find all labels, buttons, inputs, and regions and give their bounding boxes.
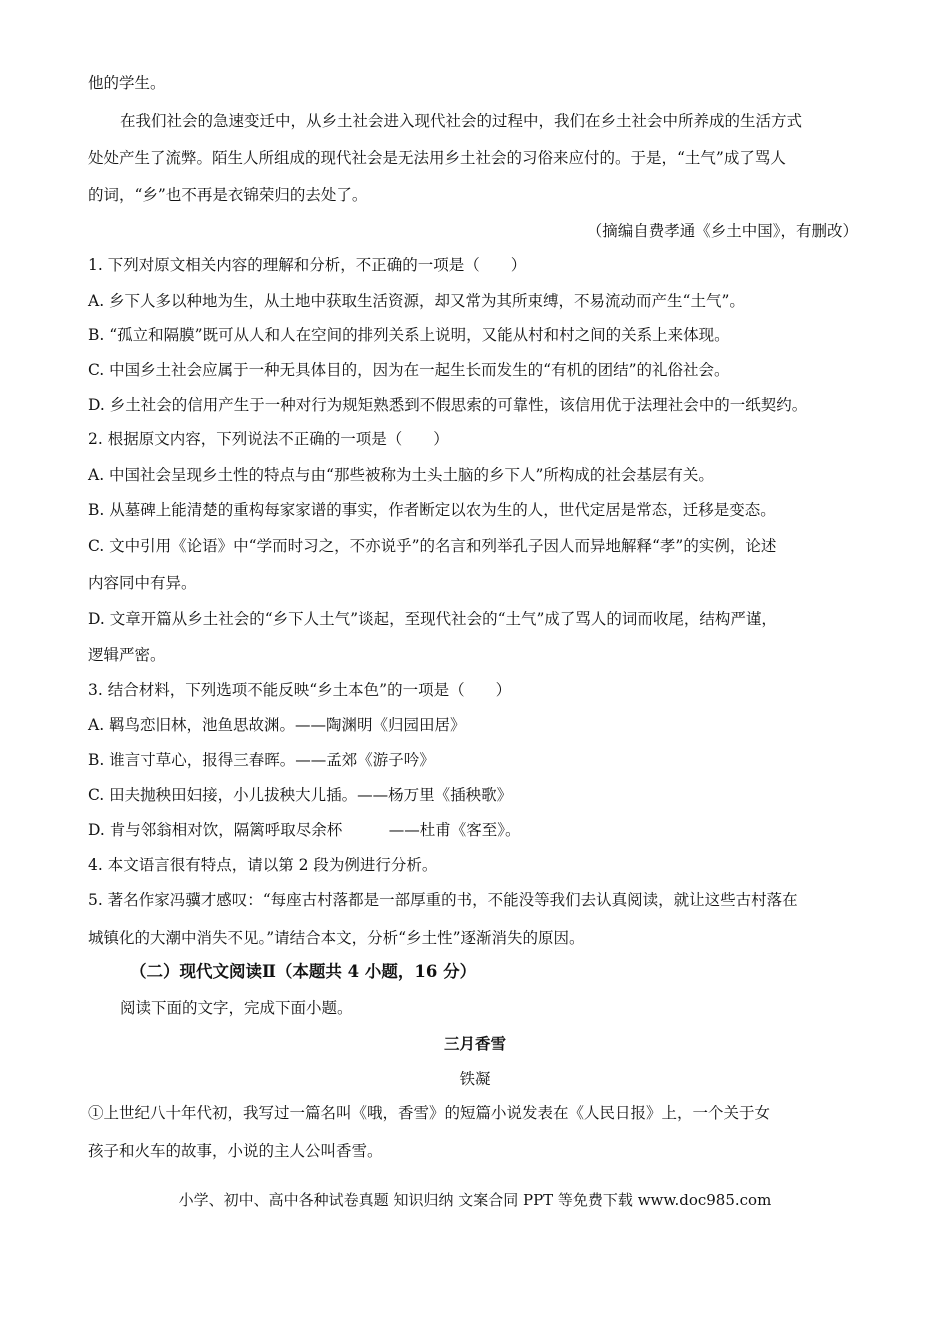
question-2-option-b: B. 从墓碑上能清楚的重构每家家谱的事实，作者断定以农为生的人，世代定居是常态，迁移是变态。 [88,501,776,519]
question-3-option-a: A. 羁鸟恋旧林，池鱼思故渊。——陶渊明《归园田居》 [88,716,466,734]
question-1-option-c: C. 中国乡土社会应属于一种无具体目的，因为在一起生长而发生的“有机的团结”的礼俗社会。 [88,361,730,379]
article-author: 铁凝 [459,1070,491,1088]
question-1-option-a: A. 乡下人多以种地为生，从土地中获取生活资源，却又常为其所束缚，不易流动而产生“土气”。 [88,292,745,310]
question-4-stem: 4. 本文语言很有特点，请以第 2 段为例进行分析。 [88,856,438,874]
question-2-option-c: C. 文中引用《论语》中“学而时习之，不亦说乎”的名言和列举孔子因人而异地解释“孝”的实例，论述 [88,537,777,555]
question-5-stem: 5. 著名作家冯骥才感叹：“每座古村落都是一部厚重的书，不能没等我们去认真阅读，就让这些古村落在 [88,891,798,909]
question-2-option-d-cont: 逻辑严密。 [88,646,166,664]
question-5-stem-cont: 城镇化的大潮中消失不见。”请结合本文，分析“乡土性”逐渐消失的原因。 [88,929,585,947]
question-2-stem: 2. 根据原文内容，下列说法不正确的一项是（ ） [88,430,449,448]
question-3-option-c: C. 田夫抛秧田妇接，小儿拔秧大儿插。——杨万里《插秧歌》 [88,786,513,804]
article-title: 三月香雪 [443,1034,506,1053]
question-1-option-b: B. “孤立和隔膜”既可从人和人在空间的排列关系上说明，又能从村和村之间的关系上来体现。 [88,326,730,344]
question-2-option-c-cont: 内容同中有异。 [88,574,197,592]
question-2-option-d: D. 文章开篇从乡土社会的“乡下人土气”谈起，至现代社会的“土气”成了骂人的词而收尾，结构严谨， [88,610,777,628]
passage-paragraph-line: 在我们社会的急速变迁中，从乡土社会进入现代社会的过程中，我们在乡土社会中所养成的生活方式 [120,112,803,130]
question-2-option-a: A. 中国社会呈现乡土性的特点与由“那些被称为土头土脑的乡下人”所构成的社会基层有关。 [88,466,714,484]
page-footer: 小学、初中、高中各种试卷真题 知识归纳 文案合同 PPT 等免费下载 www.doc985.com [178,1191,772,1209]
section-heading: （二）现代文阅读Ⅱ（本题共 4 小题，16 分） [130,962,477,981]
article-paragraph-line: 孩子和火车的故事，小说的主人公叫香雪。 [88,1142,383,1160]
passage-paragraph-line: 处处产生了流弊。陌生人所组成的现代社会是无法用乡土社会的习俗来应付的。于是，“土气”成了骂人 [88,149,786,167]
article-paragraph-line: ①上世纪八十年代初，我写过一篇名叫《哦，香雪》的短篇小说发表在《人民日报》上，一个关于女 [88,1104,771,1122]
question-3-option-d: D. 肯与邻翁相对饮，隔篱呼取尽余杯 ——杜甫《客至》。 [88,821,521,839]
section-instruction: 阅读下面的文字，完成下面小题。 [120,999,353,1017]
question-3-option-b: B. 谁言寸草心，报得三春晖。——孟郊《游子吟》 [88,751,435,769]
passage-tail: 他的学生。 [88,74,166,92]
passage-paragraph-line: 的词，“乡”也不再是衣锦荣归的去处了。 [88,186,368,204]
question-1-stem: 1. 下列对原文相关内容的理解和分析，不正确的一项是（ ） [88,256,527,274]
question-1-option-d: D. 乡土社会的信用产生于一种对行为规矩熟悉到不假思索的可靠性，该信用优于法理社会中的一纸契约。 [88,396,808,414]
passage-source: （摘编自费孝通《乡土中国》，有删改） [586,222,858,240]
question-3-stem: 3. 结合材料，下列选项不能反映“乡土本色”的一项是（ ） [88,681,512,699]
